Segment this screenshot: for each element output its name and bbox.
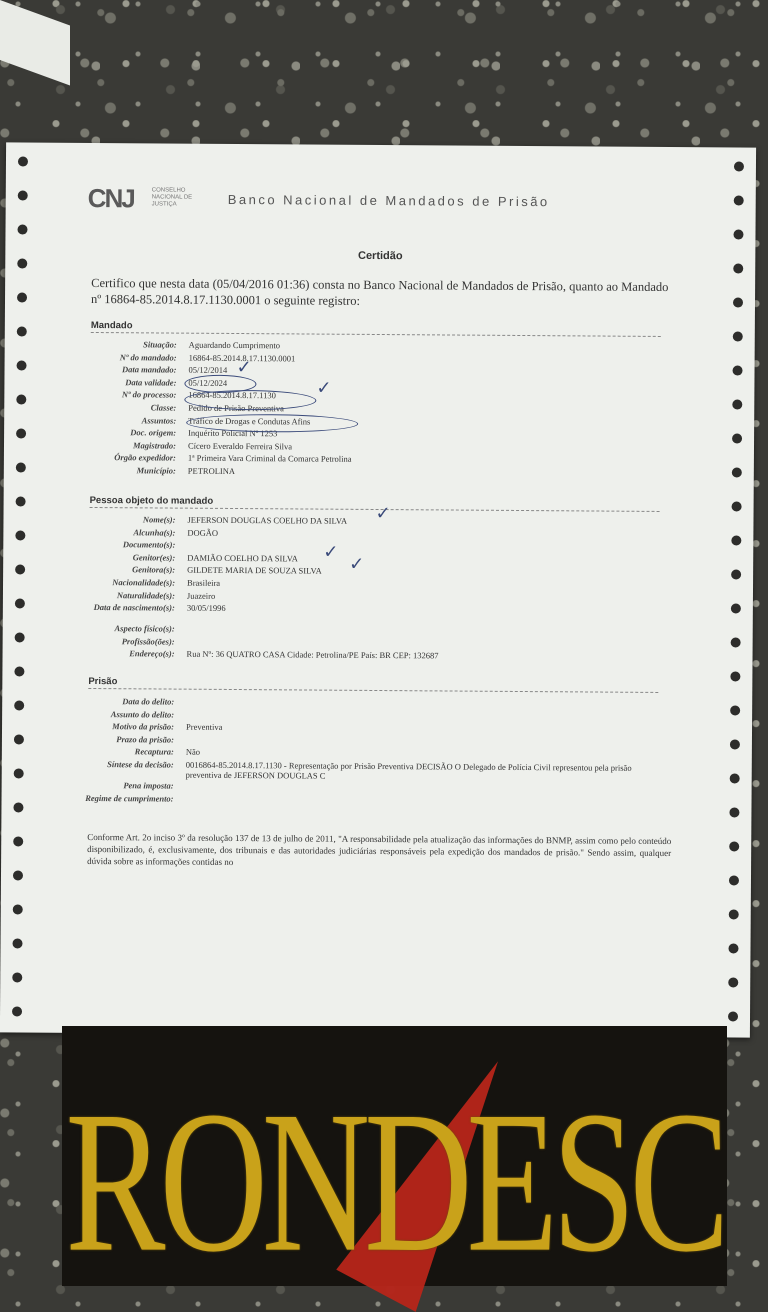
tractor-feed-hole — [728, 943, 738, 953]
rondesc-patch — [62, 1026, 727, 1295]
field-value: PETROLINA — [187, 465, 236, 476]
field-label: Assunto do delito: — [110, 708, 175, 720]
section-divider — [88, 688, 658, 693]
field-label: Documento(s): — [122, 539, 176, 550]
tractor-feed-hole — [16, 428, 26, 438]
tractor-feed-hole — [734, 161, 744, 171]
field-label: Síntese da decisão: — [107, 759, 174, 770]
field-value: 05/12/2014 — [188, 364, 228, 376]
field-label: Nome(s): — [142, 514, 176, 525]
tractor-feed-hole — [18, 190, 28, 200]
pen-check-mark: ✓ — [375, 502, 391, 525]
tractor-feed-hole — [16, 496, 26, 506]
pen-check-mark: ✓ — [236, 357, 252, 379]
field-label: Profissão(ões): — [121, 636, 175, 647]
tractor-feed-hole — [12, 938, 22, 948]
certificate-title: Certidão — [357, 249, 403, 263]
tractor-feed-hole — [730, 705, 740, 715]
field-value: JEFERSON DOUGLAS COELHO DA SILVA — [187, 514, 348, 526]
tractor-feed-hole — [12, 972, 22, 982]
field-value: 1ª Primeira Vara Criminal da Comarca Petrolina — [187, 453, 352, 465]
field-label: Recaptura: — [134, 746, 174, 757]
field-label: Classe: — [150, 402, 177, 413]
tractor-feed-hole — [17, 258, 27, 268]
field-value: 16864-85.2014.8.17.1130.0001 — [188, 352, 296, 364]
field-value: 05/12/2024 — [188, 377, 228, 388]
section-divider — [91, 332, 661, 337]
field-label: Genitor(es): — [132, 552, 176, 563]
section-prisao-title: Prisão — [88, 675, 118, 688]
tractor-feed-hole — [729, 807, 739, 817]
tractor-feed-hole — [12, 1006, 22, 1016]
tractor-feed-hole — [731, 569, 741, 579]
field-label: Doc. origem: — [130, 427, 177, 438]
field-label: Situação: — [143, 339, 177, 350]
field-label: Genitora(s): — [132, 564, 176, 575]
pen-check-mark: ✓ — [316, 377, 332, 399]
field-label: Regime de cumprimento: — [85, 792, 174, 804]
field-label: Data do delito: — [122, 696, 175, 707]
tractor-feed-hole — [15, 598, 25, 608]
tractor-feed-hole — [15, 530, 25, 540]
tractor-feed-hole — [14, 734, 24, 744]
background-paper-corner — [0, 0, 70, 85]
tractor-feed-hole — [729, 909, 739, 919]
tractor-feed-hole — [731, 535, 741, 545]
bank-title: Banco Nacional de Mandados de Prisão — [227, 191, 550, 210]
tractor-feed-hole — [733, 365, 743, 375]
tractor-feed-hole — [17, 360, 27, 370]
tractor-feed-hole — [14, 700, 24, 710]
field-value: Não — [185, 747, 201, 758]
tractor-feed-hole — [733, 263, 743, 273]
tractor-feed-hole — [733, 297, 743, 307]
field-label: Município: — [136, 465, 176, 476]
field-value: Aguardando Cumprimento — [188, 339, 281, 351]
tractor-feed-hole — [17, 292, 27, 302]
tractor-feed-hole — [729, 875, 739, 885]
field-value: Brasileira — [187, 577, 221, 588]
field-value: GILDETE MARIA DE SOUZA SILVA — [187, 565, 322, 576]
pen-check-mark: ✓ — [349, 553, 365, 575]
tractor-feed-hole — [728, 1011, 738, 1021]
tractor-feed-hole — [729, 841, 739, 851]
tractor-feed-hole — [18, 156, 28, 166]
field-label: Motivo da prisão: — [112, 721, 175, 732]
tractor-feed-hole — [14, 666, 24, 676]
tractor-feed-hole — [730, 773, 740, 783]
tractor-feed-hole — [732, 467, 742, 477]
tractor-feed-hole — [734, 195, 744, 205]
certificate-intro: Certifico que nesta data (05/04/2016 01:36) consta no Banco Nacional de Mandados de Prisão, quanto ao Mandado nº 16864-85.2014.8.17.1130.0001 o seguinte registro: — [90, 275, 669, 308]
field-label: Prazo da prisão: — [116, 733, 174, 745]
patch-lettering: RONDESC — [65, 1070, 724, 1295]
field-value: 16864-85.2014.8.17.1130 — [188, 390, 276, 401]
tractor-feed-hole — [733, 229, 743, 239]
tractor-feed-hole — [730, 739, 740, 749]
tractor-feed-hole — [731, 637, 741, 647]
field-label: Alcunha(s): — [133, 526, 176, 538]
field-value: Preventiva — [186, 721, 223, 733]
field-label: Aspecto físico(s): — [114, 623, 175, 634]
field-value: Pedido de Prisão Preventiva — [188, 402, 284, 414]
field-label: Nº do mandado: — [119, 351, 177, 363]
field-value: 0016864-85.2014.8.17.1130 - Representação por Prisão Preventiva DECISÃO O Delegado de Polícia Civil representou pela prisão preventiva de JEFERSON DOUGLAS C — [185, 759, 632, 781]
tractor-feed-hole — [13, 802, 23, 812]
field-label: Nº do processo: — [121, 389, 177, 400]
field-label: Endereço(s): — [129, 648, 175, 659]
tractor-feed-hole — [17, 224, 27, 234]
field-label: Data de nascimento(s): — [93, 602, 175, 613]
tractor-feed-hole — [728, 977, 738, 987]
pen-check-mark: ✓ — [323, 541, 339, 563]
field-value: DAMIÃO COELHO DA SILVA — [187, 552, 299, 564]
tractor-feed-hole — [13, 904, 23, 914]
field-row — [81, 793, 681, 819]
field-label: Órgão expedidor: — [114, 452, 176, 463]
tractor-feed-hole — [15, 564, 25, 574]
tractor-feed-hole — [732, 501, 742, 511]
section-pessoa-title: Pessoa objeto do mandado — [89, 494, 214, 507]
field-value: DOGÃO — [187, 527, 219, 538]
tractor-feed-hole — [733, 331, 743, 341]
tractor-feed-hole — [730, 671, 740, 681]
field-label: Assuntos: — [141, 414, 177, 426]
tractor-feed-hole — [13, 870, 23, 880]
field-label: Magistrado: — [132, 440, 177, 451]
field-value: Juazeiro — [186, 590, 216, 601]
document-header — [88, 183, 608, 217]
field-label: Pena imposta: — [123, 780, 174, 791]
cnj-logo: CNJ — [87, 182, 134, 214]
field-value: Cícero Everaldo Ferreira Silva — [187, 440, 293, 452]
field-label: Data mandado: — [121, 364, 177, 375]
certificate-sheet — [0, 142, 756, 1037]
tractor-feed-hole — [16, 394, 26, 404]
tractor-feed-hole — [731, 603, 741, 613]
tractor-feed-hole — [17, 326, 27, 336]
tractor-feed-hole — [13, 836, 23, 846]
field-value: Tráfico de Drogas e Condutas Afins — [188, 415, 311, 427]
tractor-feed-hole — [732, 433, 742, 443]
tractor-feed-hole — [14, 768, 24, 778]
section-mandado-title: Mandado — [90, 319, 133, 332]
tractor-feed-hole — [732, 399, 742, 409]
footer-legal-text: Conforme Art. 2o inciso 3º da resolução 137 de 13 de julho de 2011, "A responsabilidade pela atualização das informações do BNMP, assim como pelo conteúdo disponibilizado, é, exclusivamente, dos tribunais e das autoridades judiciárias responsáveis pela expedição dos mandados de prisão." Sendo assim, qualquer dúvida sobre as informações contidas no — [87, 831, 672, 867]
tractor-feed-hole — [16, 462, 26, 472]
field-label: Nacionalidade(s): — [112, 577, 176, 588]
field-value: Inquérito Policial Nº 1253 — [188, 427, 278, 439]
cnj-logo-subtitle: CONSELHO NACIONAL DE JUSTIÇA — [151, 187, 193, 208]
field-label: Data validade: — [125, 377, 177, 388]
field-label: Naturalidade(s): — [116, 589, 175, 601]
field-value: 30/05/1996 — [186, 602, 226, 614]
tractor-feed-hole — [15, 632, 25, 642]
field-value: Rua Nº: 36 QUATRO CASA Cidade: Petrolina/PE País: BR CEP: 132687 — [186, 649, 439, 661]
